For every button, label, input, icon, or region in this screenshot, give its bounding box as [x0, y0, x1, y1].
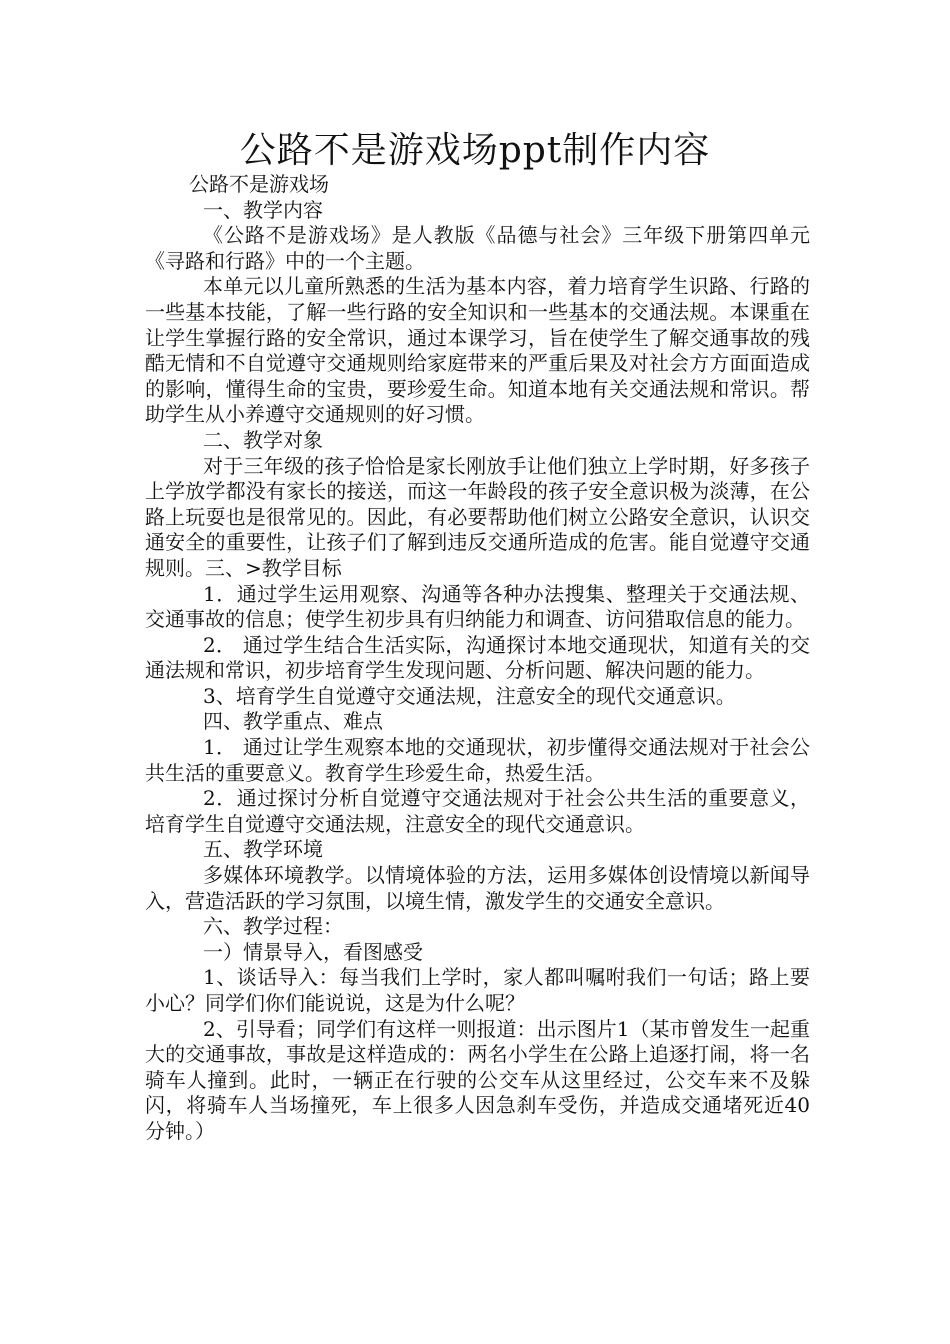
- section-heading-4: 四、教学重点、难点: [203, 709, 383, 734]
- list-item: 1．通过学生运用观察、沟通等各种办法搜集、整理关于交通法规、交通事故的信息；使学生初步具有归纳能力和调查、访问猎取信息的能力。: [145, 581, 810, 632]
- section-heading-1: 一、教学内容: [203, 197, 323, 222]
- list-item: 3、培育学生自觉遵守交通法规，注意安全的现代交通意识。: [203, 683, 736, 708]
- section-heading-5: 五、教学环境: [203, 837, 323, 862]
- subtitle: 公路不是游戏场: [189, 172, 329, 196]
- document-title: 公路不是游戏场ppt制作内容: [239, 130, 711, 171]
- list-item: 2．通过探讨分析自觉遵守交通法规对于社会公共生活的重要意义，培育学生自觉遵守交通法规，注意安全的现代交通意识。: [145, 786, 810, 836]
- list-item: 1． 通过让学生观察本地的交通现状，初步懂得交通法规对于社会公共生活的重要意义。教育学生珍爱生命，热爱生活。: [145, 735, 810, 785]
- paragraph: 对于三年级的孩子恰恰是家长刚放手让他们独立上学时期，好多孩子上学放学都没有家长的接送，而这一年龄段的孩子安全意识极为淡薄，在公路上玩耍也是很常见的。因此，有必要帮助他们树立公路安全意识，认识交通安全的重要性，让孩子们了解到违反交通所造成的危害。能自觉遵守交通规则。三、>教学目标: [145, 453, 810, 580]
- sub-heading: 一）情景导入，看图感受: [203, 939, 423, 964]
- section-heading-6: 六、教学过程：: [203, 914, 343, 939]
- list-item: 2、引导看；同学们有这样一则报道：出示图片1（某市曾发生一起重大的交通事故，事故是这样造成的：两名小学生在公路上追逐打闹，将一名骑车人撞到。此时，一辆正在行驶的公交车从这里经过，公交车来不及躲闪，将骑车人当场撞死，车上很多人因急刹车受伤，并造成交通堵死近40分钟。）: [145, 1016, 810, 1143]
- paragraph: 《公路不是游戏场》是人教版《品德与社会》三年级下册第四单元《寻路和行路》中的一个主题。: [145, 223, 810, 273]
- paragraph: 本单元以儿童所熟悉的生活为基本内容，着力培育学生识路、行路的一些基本技能，了解一些行路的安全知识和一些基本的交通法规。本课重在让学生掌握行路的安全常识，通过本课学习，旨在使学生了解交通事故的残酷无情和不自觉遵守交通规则给家庭带来的严重后果及对社会方方面面造成的影响，懂得生命的宝贵，要珍爱生命。知道本地有关交通法规和常识。帮助学生从小养遵守交通规则的好习惯。: [145, 274, 810, 427]
- section-heading-2: 二、教学对象: [203, 427, 323, 452]
- list-item: 1、谈话导入：每当我们上学时，家人都叫嘱咐我们一句话；路上要小心？同学们你们能说说，这是为什么呢？: [145, 965, 810, 1015]
- document-body: [145, 172, 810, 1145]
- list-item: 2． 通过学生结合生活实际，沟通探讨本地交通现状，知道有关的交通法规和常识，初步培育学生发现问题、分析问题、解决问题的能力。: [145, 632, 810, 683]
- paragraph: 多媒体环境教学。以情境体验的方法，运用多媒体创设情境以新闻导入，营造活跃的学习氛围，以境生情，激发学生的交通安全意识。: [145, 863, 810, 913]
